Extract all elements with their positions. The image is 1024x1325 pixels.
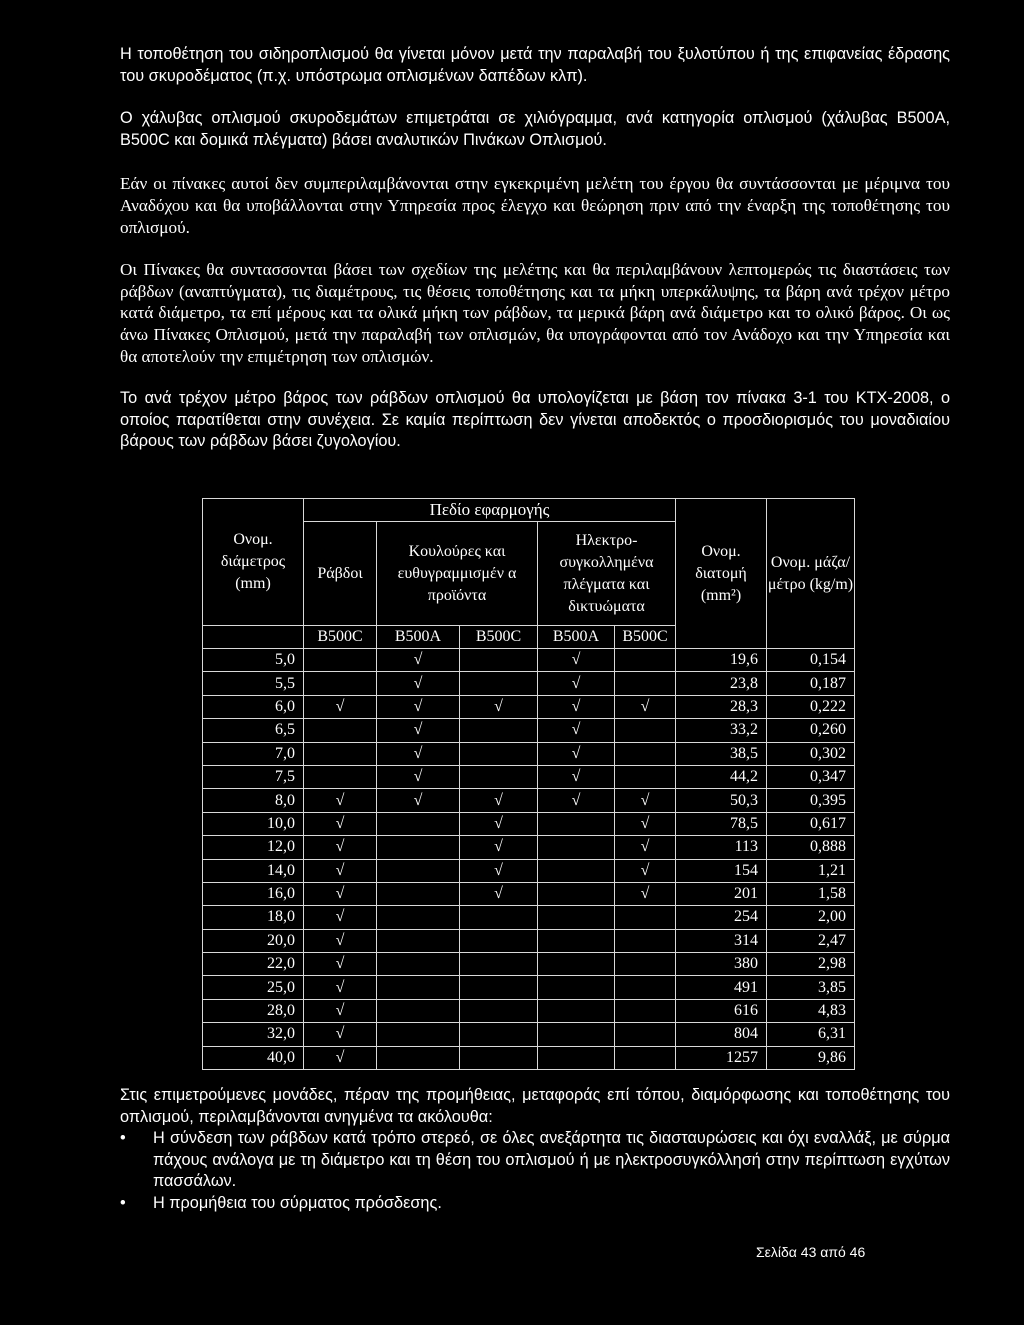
- cell-diameter: 5,0: [203, 649, 304, 672]
- cell-area: 113: [676, 836, 767, 859]
- cell-applicability: [377, 882, 460, 905]
- cell-diameter: 12,0: [203, 836, 304, 859]
- cell-applicability: [538, 976, 615, 999]
- cell-diameter: 20,0: [203, 929, 304, 952]
- bullet-text: Η προμήθεια του σύρματος πρόσδεσης.: [153, 1193, 442, 1212]
- cell-applicability: [538, 882, 615, 905]
- cell-applicability: √: [460, 882, 538, 905]
- cell-applicability: [304, 742, 377, 765]
- cell-applicability: √: [304, 976, 377, 999]
- cell-applicability: [460, 1023, 538, 1046]
- cell-applicability: [377, 953, 460, 976]
- header-bars: Ράβδοι: [304, 522, 377, 626]
- cell-applicability: [538, 859, 615, 882]
- cell-applicability: √: [460, 695, 538, 718]
- cell-area: 314: [676, 929, 767, 952]
- cell-applicability: [615, 929, 676, 952]
- cell-applicability: √: [615, 859, 676, 882]
- cell-applicability: [460, 929, 538, 952]
- cell-applicability: √: [304, 1046, 377, 1069]
- cell-applicability: √: [304, 1023, 377, 1046]
- cell-diameter: 8,0: [203, 789, 304, 812]
- header-mass: Ονομ. μάζα/ μέτρο (kg/m): [767, 499, 855, 649]
- cell-mass: 0,347: [767, 765, 855, 788]
- grade-spacer: [203, 626, 304, 649]
- closing-intro: Στις επιμετρούμενες μονάδες, πέραν της προμήθειας, μεταφοράς επί τόπου, διαμόρφωσης και τοποθέτησης του οπλισμού, περιλαμβάνονται ανηγμένα τα ακόλουθα:: [120, 1086, 950, 1126]
- cell-applicability: √: [304, 906, 377, 929]
- cell-mass: 9,86: [767, 1046, 855, 1069]
- cell-applicability: [377, 836, 460, 859]
- cell-applicability: √: [460, 789, 538, 812]
- cell-area: 1257: [676, 1046, 767, 1069]
- cell-applicability: [377, 999, 460, 1022]
- table-row: [203, 789, 855, 812]
- cell-diameter: 22,0: [203, 953, 304, 976]
- rebar-table-body: [203, 649, 855, 1070]
- cell-applicability: [460, 1046, 538, 1069]
- cell-applicability: [615, 719, 676, 742]
- cell-mass: 0,888: [767, 836, 855, 859]
- cell-applicability: √: [460, 836, 538, 859]
- table-row: [203, 882, 855, 905]
- cell-applicability: [377, 976, 460, 999]
- cell-area: 28,3: [676, 695, 767, 718]
- cell-applicability: [377, 929, 460, 952]
- cell-applicability: √: [304, 953, 377, 976]
- bullet-item: [120, 1128, 950, 1193]
- cell-applicability: [304, 765, 377, 788]
- cell-applicability: √: [304, 882, 377, 905]
- header-mesh: Ηλεκτρο-συγκολλημένα πλέγματα και δικτυώματα: [538, 522, 676, 626]
- cell-applicability: [460, 672, 538, 695]
- cell-applicability: √: [377, 719, 460, 742]
- cell-mass: 0,154: [767, 649, 855, 672]
- cell-applicability: [615, 976, 676, 999]
- cell-applicability: [538, 929, 615, 952]
- cell-applicability: √: [538, 789, 615, 812]
- table-row: [203, 836, 855, 859]
- cell-applicability: √: [304, 789, 377, 812]
- cell-area: 491: [676, 976, 767, 999]
- cell-applicability: [615, 672, 676, 695]
- cell-applicability: √: [377, 789, 460, 812]
- cell-applicability: [538, 999, 615, 1022]
- table-row: [203, 1046, 855, 1069]
- cell-applicability: √: [538, 672, 615, 695]
- cell-applicability: [460, 976, 538, 999]
- cell-mass: 2,98: [767, 953, 855, 976]
- grade-label: B500C: [460, 626, 538, 649]
- grade-label: B500C: [615, 626, 676, 649]
- cell-mass: 0,187: [767, 672, 855, 695]
- grade-label: B500A: [538, 626, 615, 649]
- cell-applicability: [377, 906, 460, 929]
- paragraph-table-contents: Οι Πίνακες θα συντασσονται βάσει των σχεδίων της μελέτης και θα περιλαμβάνουν λεπτομερώς τις διαστάσεις των ράβδων (αναπτύγματα), τις διαμέτρους, τις θέσεις τοποθέτησης και τα μήκη υπερκάλυψης, τα βάρη ανά τρέχον μέτρο κατά διάμετρο, τα επί μέρους και τα ολικά μήκη των ράβδων, τα μερικά βάρη ανά διάμετρο και το ολικό βάρος. Οι ως άνω Πίνακες Οπλισμού, μετά την παραλαβή των οπλισμών, θα υπογράφονται από τον Ανάδοχο και την Υπηρεσία και θα αποτελούν την επιμέτρηση των οπλισμών.: [120, 260, 950, 366]
- cell-applicability: [615, 953, 676, 976]
- cell-applicability: [538, 906, 615, 929]
- table-row: [203, 953, 855, 976]
- cell-applicability: [460, 719, 538, 742]
- cell-applicability: [615, 1023, 676, 1046]
- cell-area: 804: [676, 1023, 767, 1046]
- paragraph-measurement: Ο χάλυβας οπλισμού σκυροδεμάτων επιμετράται σε χιλιόγραμμα, ανά κατηγορία οπλισμού (χάλυβας Β500Α, Β500C και δομικά πλέγματα) βάσει αναλυτικών Πινάκων Οπλισμού.: [120, 109, 950, 149]
- cell-area: 380: [676, 953, 767, 976]
- cell-applicability: √: [538, 695, 615, 718]
- cell-applicability: [538, 1046, 615, 1069]
- cell-applicability: [615, 999, 676, 1022]
- cell-area: 154: [676, 859, 767, 882]
- paragraph-weight-basis: Το ανά τρέχον μέτρο βάρος των ράβδων οπλισμού θα υπολογίζεται με βάση τον πίνακα 3-1 του ΚΤΧ-2008, ο οποίος παρατίθεται στην συνέχεια. Σε καμία περίπτωση δεν γίνεται αποδεκτός ο προσδιορισμός του μοναδιαίου βάρους των ράβδων βάσει ζυγολογίου.: [120, 389, 950, 451]
- cell-diameter: 28,0: [203, 999, 304, 1022]
- cell-applicability: [304, 649, 377, 672]
- table-row: [203, 859, 855, 882]
- cell-applicability: √: [615, 789, 676, 812]
- cell-area: 201: [676, 882, 767, 905]
- cell-applicability: [460, 953, 538, 976]
- table-row: [203, 695, 855, 718]
- header-application-field: Πεδίο εφαρμογής: [304, 499, 676, 522]
- table-row: [203, 742, 855, 765]
- cell-applicability: √: [615, 695, 676, 718]
- cell-area: 50,3: [676, 789, 767, 812]
- cell-applicability: √: [304, 836, 377, 859]
- cell-applicability: [538, 812, 615, 835]
- cell-diameter: 5,5: [203, 672, 304, 695]
- cell-applicability: √: [304, 859, 377, 882]
- cell-applicability: [460, 906, 538, 929]
- cell-applicability: [377, 1023, 460, 1046]
- cell-area: 616: [676, 999, 767, 1022]
- cell-applicability: [538, 953, 615, 976]
- table-row: [203, 649, 855, 672]
- cell-applicability: √: [538, 765, 615, 788]
- cell-mass: 1,58: [767, 882, 855, 905]
- cell-applicability: [377, 1046, 460, 1069]
- cell-applicability: √: [538, 719, 615, 742]
- cell-applicability: [538, 836, 615, 859]
- cell-diameter: 7,0: [203, 742, 304, 765]
- cell-area: 254: [676, 906, 767, 929]
- cell-area: 33,2: [676, 719, 767, 742]
- header-area: Ονομ. διατομή (mm²): [676, 499, 767, 649]
- cell-applicability: [460, 765, 538, 788]
- cell-applicability: [460, 649, 538, 672]
- cell-applicability: [377, 812, 460, 835]
- cell-applicability: √: [615, 812, 676, 835]
- cell-applicability: √: [377, 765, 460, 788]
- bullet-icon: •: [120, 1193, 126, 1212]
- cell-mass: 2,47: [767, 929, 855, 952]
- closing-section: [120, 1085, 950, 1215]
- cell-applicability: √: [304, 929, 377, 952]
- rebar-table: [202, 498, 855, 1070]
- paragraph-tables: Εάν οι πίνακες αυτοί δεν συμπεριλαμβάνονται στην εγκεκριμένη μελέτη του έργου θα συντάσσονται με μέριμνα του Αναδόχου και θα υποβάλλονται στην Υπηρεσία προς έλεγχο και θεώρηση πριν από την έναρξη της τοποθέτησης του οπλισμού.: [120, 174, 950, 237]
- cell-applicability: [615, 649, 676, 672]
- cell-applicability: [377, 859, 460, 882]
- cell-mass: 0,260: [767, 719, 855, 742]
- cell-mass: 3,85: [767, 976, 855, 999]
- cell-applicability: √: [304, 695, 377, 718]
- cell-diameter: 10,0: [203, 812, 304, 835]
- cell-diameter: 18,0: [203, 906, 304, 929]
- document-body: [120, 44, 950, 453]
- table-row: [203, 672, 855, 695]
- cell-area: 78,5: [676, 812, 767, 835]
- cell-diameter: 16,0: [203, 882, 304, 905]
- grade-label: B500A: [377, 626, 460, 649]
- cell-diameter: 7,5: [203, 765, 304, 788]
- cell-applicability: [538, 1023, 615, 1046]
- cell-applicability: [304, 719, 377, 742]
- table-row: [203, 812, 855, 835]
- cell-mass: 0,302: [767, 742, 855, 765]
- cell-mass: 0,222: [767, 695, 855, 718]
- cell-area: 19,6: [676, 649, 767, 672]
- bullet-text: Η σύνδεση των ράβδων κατά τρόπο στερεό, σε όλες ανεξάρτητα τις διασταυρώσεις και όχι εναλλάξ, με σύρμα πάχους ανάλογα με τη διάμετρο και τη θέση του οπλισμού ή με ηλεκτροσυγκόλλησή στην περίπτωση εγχύτων πασσάλων.: [153, 1129, 950, 1191]
- cell-applicability: √: [377, 742, 460, 765]
- header-coils: Κουλούρες και ευθυγραμμισμέν α προϊόντα: [377, 522, 538, 626]
- cell-applicability: [304, 672, 377, 695]
- cell-applicability: [460, 742, 538, 765]
- bullet-item: [120, 1193, 950, 1215]
- cell-diameter: 14,0: [203, 859, 304, 882]
- cell-mass: 1,21: [767, 859, 855, 882]
- cell-applicability: √: [615, 836, 676, 859]
- cell-applicability: [460, 999, 538, 1022]
- cell-applicability: √: [377, 649, 460, 672]
- cell-applicability: [615, 765, 676, 788]
- table-row: [203, 765, 855, 788]
- table-row: [203, 1023, 855, 1046]
- cell-applicability: √: [460, 812, 538, 835]
- cell-mass: 0,617: [767, 812, 855, 835]
- cell-applicability: √: [377, 695, 460, 718]
- grade-label: B500C: [304, 626, 377, 649]
- cell-mass: 2,00: [767, 906, 855, 929]
- cell-area: 38,5: [676, 742, 767, 765]
- table-row: [203, 906, 855, 929]
- cell-applicability: √: [538, 649, 615, 672]
- bullet-icon: •: [120, 1129, 126, 1148]
- table-row: [203, 976, 855, 999]
- cell-diameter: 40,0: [203, 1046, 304, 1069]
- cell-diameter: 6,5: [203, 719, 304, 742]
- cell-mass: 4,83: [767, 999, 855, 1022]
- cell-area: 23,8: [676, 672, 767, 695]
- page-number: Σελίδα 43 από 46: [756, 1244, 866, 1260]
- table-row: [203, 999, 855, 1022]
- table-row: [203, 929, 855, 952]
- header-diameter: Ονομ. διάμετρος (mm): [203, 499, 304, 626]
- cell-mass: 0,395: [767, 789, 855, 812]
- cell-diameter: 25,0: [203, 976, 304, 999]
- cell-area: 44,2: [676, 765, 767, 788]
- cell-applicability: √: [615, 882, 676, 905]
- cell-diameter: 6,0: [203, 695, 304, 718]
- cell-applicability: [615, 742, 676, 765]
- cell-applicability: √: [460, 859, 538, 882]
- cell-applicability: √: [377, 672, 460, 695]
- paragraph-placement: Η τοποθέτηση του σιδηροπλισμού θα γίνεται μόνον μετά την παραλαβή του ξυλοτύπου ή της επιφανείας έδρασης του σκυροδέματος (π.χ. υπόστρωμα οπλισμένων δαπέδων κλπ).: [120, 45, 950, 85]
- cell-applicability: [615, 906, 676, 929]
- cell-applicability: [615, 1046, 676, 1069]
- cell-applicability: √: [304, 999, 377, 1022]
- table-row: [203, 719, 855, 742]
- cell-diameter: 32,0: [203, 1023, 304, 1046]
- cell-applicability: √: [304, 812, 377, 835]
- cell-mass: 6,31: [767, 1023, 855, 1046]
- cell-applicability: √: [538, 742, 615, 765]
